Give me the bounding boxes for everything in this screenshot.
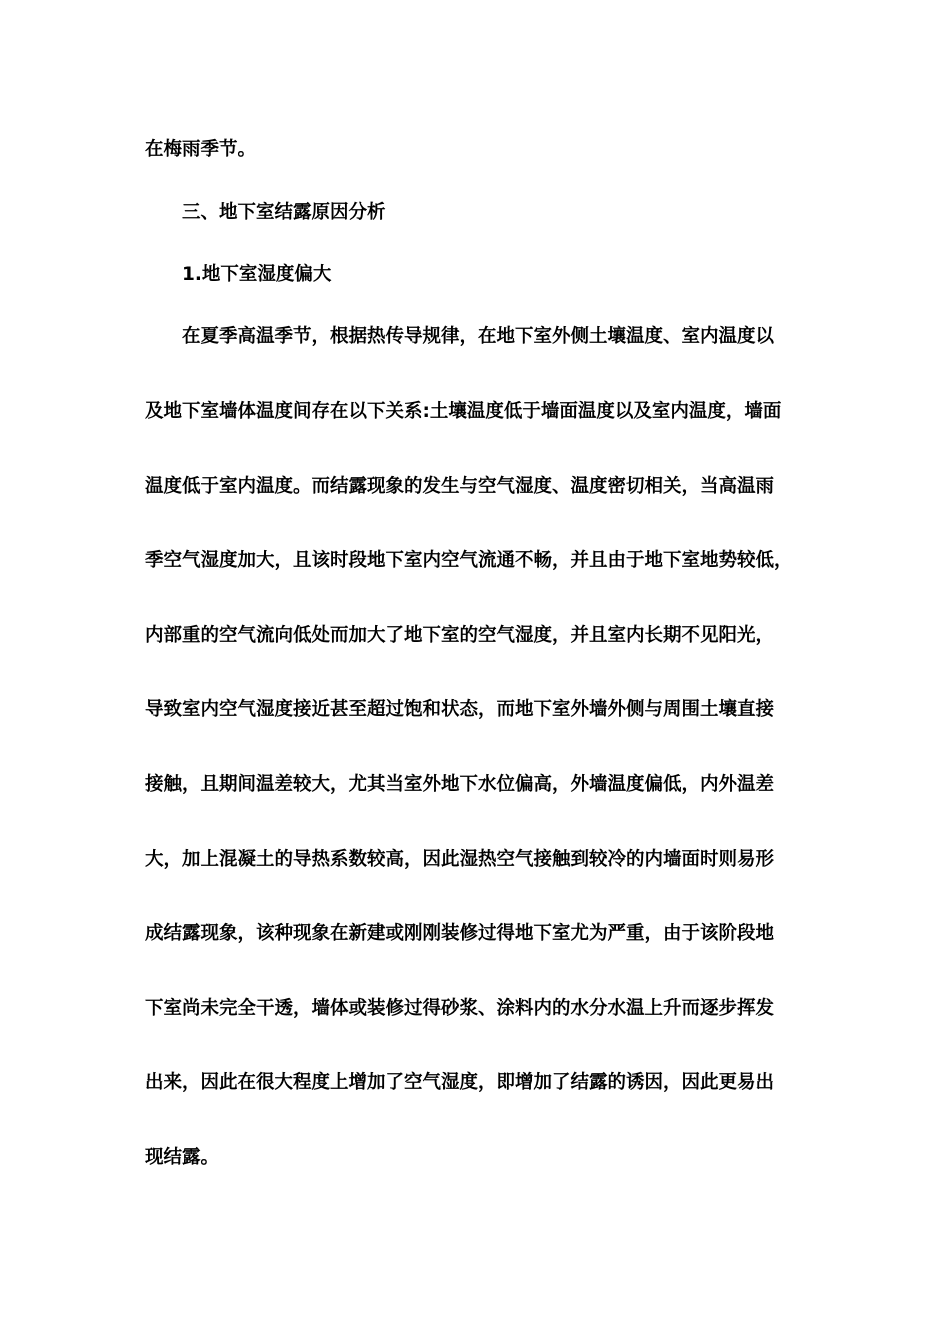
section-heading: 三、地下室结露原因分析 — [182, 202, 386, 223]
paragraph-line-13: 下室尚未完全干透，墙体或装修过得砂浆、涂料内的水分水温上升而逐步挥发 — [145, 998, 775, 1019]
paragraph-line-4: 在夏季高温季节，根据热传导规律，在地下室外侧土壤温度、室内温度以 — [182, 326, 775, 347]
paragraph-line-5: 及地下室墙体温度间存在以下关系:土壤温度低于墙面温度以及室内温度，墙面 — [145, 401, 782, 422]
paragraph-line-7: 季空气湿度加大，且该时段地下室内空气流通不畅，并且由于地下室地势较低， — [145, 550, 793, 571]
paragraph-line-14: 出来，因此在很大程度上增加了空气湿度，即增加了结露的诱因，因此更易出 — [145, 1072, 775, 1093]
paragraph-line-11: 大，加上混凝土的导热系数较高，因此湿热空气接触到较冷的内墙面时则易形 — [145, 849, 775, 870]
paragraph-line-12: 成结露现象，该种现象在新建或刚刚装修过得地下室尤为严重，由于该阶段地 — [145, 923, 775, 944]
paragraph-line-15: 现结露。 — [145, 1147, 220, 1168]
paragraph-line-1: 在梅雨季节。 — [145, 139, 257, 160]
paragraph-line-9: 导致室内空气湿度接近甚至超过饱和状态，而地下室外墙外侧与周围土壤直接 — [145, 699, 775, 720]
subsection-heading: 1.地下室湿度偏大 — [182, 264, 332, 285]
paragraph-line-10: 接触，且期间温差较大，尤其当室外地下水位偏高，外墙温度偏低，内外温差 — [145, 774, 775, 795]
paragraph-line-6: 温度低于室内温度。而结露现象的发生与空气湿度、温度密切相关，当高温雨 — [145, 476, 775, 497]
paragraph-line-8: 内部重的空气流向低处而加大了地下室的空气湿度，并且室内长期不见阳光， — [145, 625, 775, 646]
